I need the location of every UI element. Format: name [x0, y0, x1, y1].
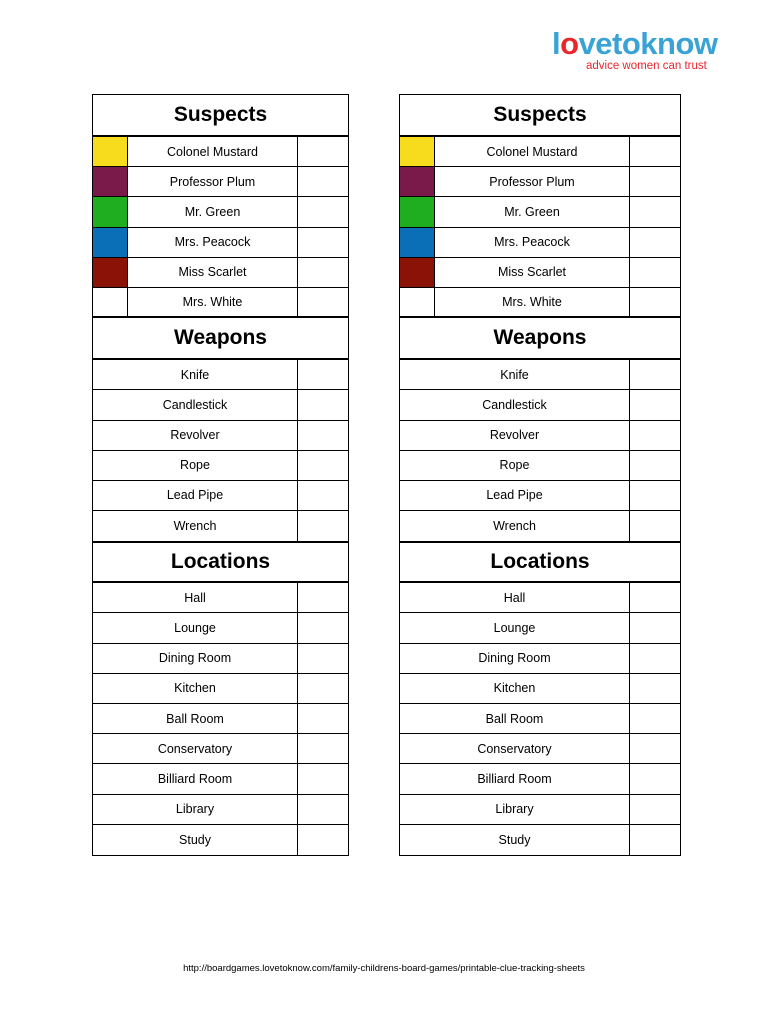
location-name: Billiard Room [400, 764, 630, 793]
location-name: Hall [400, 583, 630, 612]
weapons-header: Weapons [400, 318, 680, 360]
location-row [93, 764, 348, 794]
suspect-name: Mrs. White [435, 288, 630, 316]
suspect-row [400, 167, 680, 197]
suspect-row [400, 228, 680, 258]
weapon-name: Wrench [400, 511, 630, 541]
weapon-row [93, 421, 348, 451]
weapon-row [400, 481, 680, 511]
check-box[interactable] [630, 764, 680, 793]
location-name: Hall [93, 583, 298, 612]
location-name: Study [93, 825, 298, 855]
suspect-row [400, 258, 680, 288]
location-row [93, 734, 348, 764]
locations-list [93, 583, 348, 855]
suspect-color-swatch [400, 288, 435, 316]
suspect-row [93, 197, 348, 227]
location-row [93, 795, 348, 825]
suspect-color-swatch [93, 258, 128, 287]
location-name: Library [93, 795, 298, 824]
location-name: Library [400, 795, 630, 824]
suspect-name: Colonel Mustard [128, 137, 298, 166]
suspect-color-swatch [400, 167, 435, 196]
suspect-name: Mr. Green [128, 197, 298, 226]
check-box[interactable] [298, 421, 348, 450]
check-box[interactable] [298, 360, 348, 389]
check-box[interactable] [298, 704, 348, 733]
weapons-list [93, 360, 348, 541]
location-row [400, 583, 680, 613]
suspect-name: Mrs. White [128, 288, 298, 316]
location-name: Ball Room [93, 704, 298, 733]
location-name: Billiard Room [93, 764, 298, 793]
weapon-row [93, 481, 348, 511]
check-box[interactable] [630, 167, 680, 196]
weapon-name: Rope [93, 451, 298, 480]
logo-tagline: advice women can trust [586, 60, 707, 72]
suspect-color-swatch [93, 228, 128, 257]
check-box[interactable] [298, 197, 348, 226]
check-box[interactable] [298, 167, 348, 196]
check-box[interactable] [630, 197, 680, 226]
location-row [93, 704, 348, 734]
suspect-name: Mr. Green [435, 197, 630, 226]
logo-letter-l: l [552, 26, 561, 61]
location-name: Conservatory [93, 734, 298, 763]
suspect-color-swatch [93, 288, 128, 316]
suspect-color-swatch [400, 197, 435, 226]
suspect-color-swatch [93, 197, 128, 226]
check-box[interactable] [630, 228, 680, 257]
check-box[interactable] [630, 674, 680, 703]
suspect-row [93, 228, 348, 258]
check-box[interactable] [630, 360, 680, 389]
location-row [93, 674, 348, 704]
weapon-row [93, 511, 348, 541]
location-name: Study [400, 825, 630, 855]
location-row [400, 825, 680, 855]
check-box[interactable] [630, 613, 680, 642]
check-box[interactable] [630, 258, 680, 287]
suspect-color-swatch [93, 167, 128, 196]
weapon-row [400, 390, 680, 420]
weapon-row [400, 511, 680, 541]
check-box[interactable] [630, 390, 680, 419]
suspect-row [93, 137, 348, 167]
location-name: Lounge [400, 613, 630, 642]
suspects-list [93, 137, 348, 318]
check-box[interactable] [298, 390, 348, 419]
suspect-row [400, 288, 680, 318]
check-box[interactable] [298, 644, 348, 673]
location-row [400, 764, 680, 794]
check-box[interactable] [298, 481, 348, 510]
check-box[interactable] [298, 451, 348, 480]
suspects-list [400, 137, 680, 318]
weapon-name: Wrench [93, 511, 298, 541]
check-box[interactable] [298, 137, 348, 166]
check-box[interactable] [630, 451, 680, 480]
locations-header: Locations [93, 541, 348, 583]
location-name: Dining Room [400, 644, 630, 673]
location-name: Ball Room [400, 704, 630, 733]
location-row [93, 644, 348, 674]
check-box[interactable] [298, 288, 348, 316]
logo-heart-o: o [560, 26, 579, 61]
suspect-color-swatch [400, 258, 435, 287]
location-row [400, 613, 680, 643]
suspects-header: Suspects [93, 95, 348, 137]
suspect-name: Mrs. Peacock [128, 228, 298, 257]
suspect-row [93, 258, 348, 288]
location-row [93, 613, 348, 643]
weapons-header: Weapons [93, 318, 348, 360]
weapon-name: Candlestick [93, 390, 298, 419]
locations-header: Locations [400, 541, 680, 583]
location-name: Lounge [93, 613, 298, 642]
suspects-header: Suspects [400, 95, 680, 137]
check-box[interactable] [630, 795, 680, 824]
location-row [400, 704, 680, 734]
weapon-row [400, 421, 680, 451]
location-name: Kitchen [93, 674, 298, 703]
check-box[interactable] [630, 734, 680, 763]
check-box[interactable] [298, 734, 348, 763]
tracking-sheet-right [399, 94, 681, 856]
source-url: http://boardgames.lovetoknow.com/family-childrens-board-games/printable-clue-tracking-sheets [183, 963, 585, 974]
check-box[interactable] [630, 481, 680, 510]
weapon-row [400, 360, 680, 390]
check-box[interactable] [630, 644, 680, 673]
weapon-name: Lead Pipe [93, 481, 298, 510]
location-row [93, 583, 348, 613]
lovetoknow-logo [552, 28, 742, 70]
weapon-row [400, 451, 680, 481]
check-box[interactable] [630, 583, 680, 612]
location-name: Conservatory [400, 734, 630, 763]
check-box[interactable] [298, 825, 348, 855]
check-box[interactable] [298, 228, 348, 257]
check-box[interactable] [298, 613, 348, 642]
check-box[interactable] [298, 674, 348, 703]
suspect-name: Professor Plum [128, 167, 298, 196]
suspect-color-swatch [400, 228, 435, 257]
weapon-name: Lead Pipe [400, 481, 630, 510]
check-box[interactable] [630, 825, 680, 855]
check-box[interactable] [630, 511, 680, 541]
suspect-name: Mrs. Peacock [435, 228, 630, 257]
check-box[interactable] [630, 137, 680, 166]
check-box[interactable] [630, 421, 680, 450]
check-box[interactable] [298, 258, 348, 287]
location-row [400, 644, 680, 674]
suspect-color-swatch [93, 137, 128, 166]
weapons-list [400, 360, 680, 541]
tracking-sheet-left [92, 94, 349, 856]
locations-list [400, 583, 680, 855]
weapon-name: Revolver [93, 421, 298, 450]
check-box[interactable] [630, 704, 680, 733]
location-row [400, 674, 680, 704]
suspect-row [93, 167, 348, 197]
location-row [400, 734, 680, 764]
weapon-row [93, 390, 348, 420]
weapon-name: Candlestick [400, 390, 630, 419]
weapon-name: Knife [93, 360, 298, 389]
check-box[interactable] [630, 288, 680, 316]
weapon-name: Rope [400, 451, 630, 480]
suspect-name: Miss Scarlet [128, 258, 298, 287]
logo-letters: vetoknow [578, 26, 718, 61]
suspect-row [93, 288, 348, 318]
location-row [400, 795, 680, 825]
check-box[interactable] [298, 511, 348, 541]
check-box[interactable] [298, 764, 348, 793]
check-box[interactable] [298, 795, 348, 824]
location-row [93, 825, 348, 855]
location-name: Kitchen [400, 674, 630, 703]
suspect-color-swatch [400, 137, 435, 166]
weapon-row [93, 451, 348, 481]
suspect-name: Miss Scarlet [435, 258, 630, 287]
location-name: Dining Room [93, 644, 298, 673]
weapon-name: Knife [400, 360, 630, 389]
suspect-name: Professor Plum [435, 167, 630, 196]
check-box[interactable] [298, 583, 348, 612]
weapon-row [93, 360, 348, 390]
logo-wordmark [552, 28, 742, 60]
suspect-row [400, 137, 680, 167]
suspect-name: Colonel Mustard [435, 137, 630, 166]
suspect-row [400, 197, 680, 227]
weapon-name: Revolver [400, 421, 630, 450]
